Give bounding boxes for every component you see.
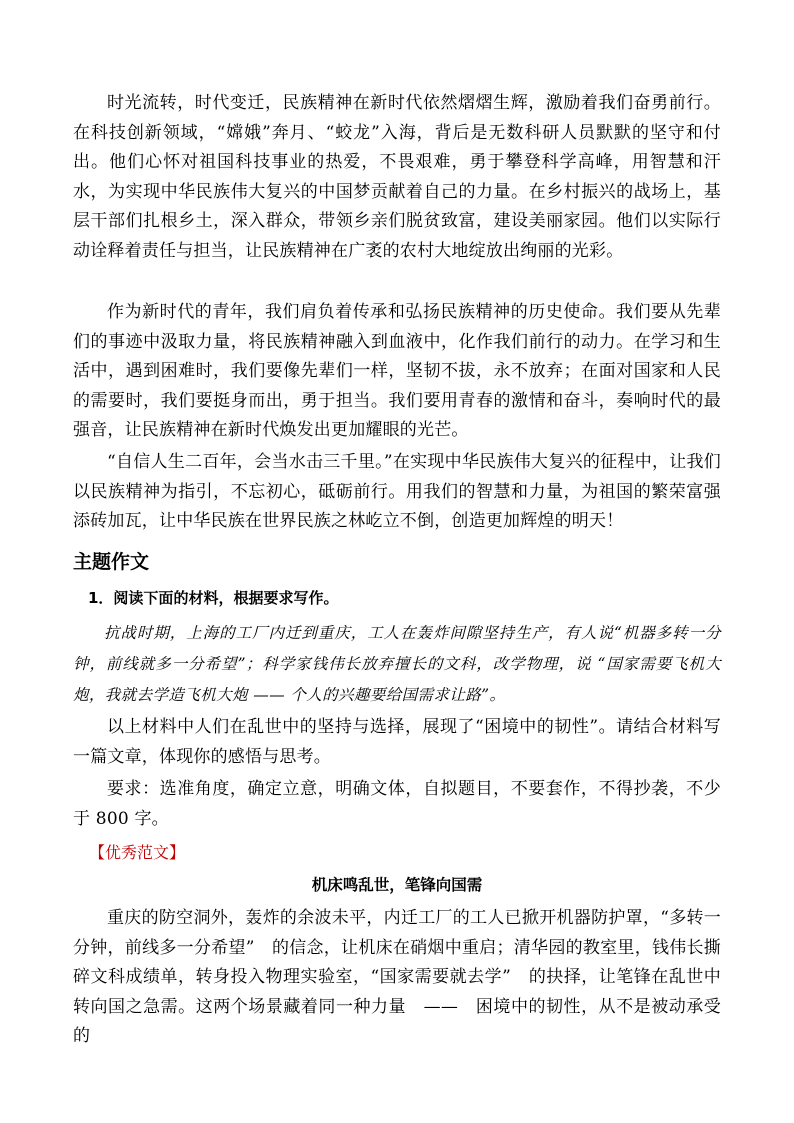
body-paragraph-3: “自信人生二百年，会当水击三千里。”在实现中华民族伟大复兴的征程中，让我们以民族精神为指引，不忘初心，砥砺前行。用我们的智慧和力量，为祖国的繁荣富强添砖加瓦，让中华民族在世界民族之林屹立不倒，创造更加辉煌的明天！	[73, 452, 721, 531]
section-heading: 主题作文	[73, 551, 150, 573]
writing-requirements: 要求：选准角度，确定立意，明确文体，自拟题目，不要套作，不得抄袭，不少于 800 字。	[73, 779, 721, 829]
question-label: 1．阅读下面的材料，根据要求写作。	[88, 589, 339, 607]
reading-material: 抗战时期，上海的工厂内迁到重庆，工人在轰炸间隙坚持生产，有人说“机器多转一分钟，前线就多一分希望”；科学家钱伟长放弃擅长的文科，改学物理，说 “国家需要飞机大炮，我就去学造飞机大炮 —— 个人的兴趣要给国需求让路”。	[73, 624, 721, 704]
body-paragraph-1: 时光流转，时代变迁，民族精神在新时代依然熠熠生辉，激励着我们奋勇前行。在科技创新领域，“嫦娥”奔月、“蛟龙”入海，背后是无数科研人员默默的坚守和付出。他们心怀对祖国科技事业的热爱，不畏艰难，勇于攀登科学高峰，用智慧和汗水，为实现中华民族伟大复兴的中国梦贡献着自己的力量。在乡村振兴的战场上，基层干部们扎根乡土，深入群众，带领乡亲们脱贫致富，建设美丽家园。他们以实际行动诠释着责任与担当，让民族精神在广袤的农村大地绽放出绚丽的光彩。	[73, 93, 721, 261]
essay-title: 机床鸣乱世，笔锋向国需	[311, 876, 483, 894]
sample-essay-tag: 【优秀范文】	[89, 843, 186, 862]
body-paragraph-2: 作为新时代的青年，我们肩负着传承和弘扬民族精神的历史使命。我们要从先辈们的事迹中汲取力量，将民族精神融入到血液中，化作我们前行的动力。在学习和生活中，遇到困难时，我们要像先辈们一样，坚韧不拔，永不放弃；在面对国家和人民的需要时，我们要挺身而出，勇于担当。我们要用青春的激情和奋斗，奏响时代的最强音，让民族精神在新时代焕发出更加耀眼的光芒。	[73, 302, 721, 440]
task-prompt: 以上材料中人们在乱世中的坚持与选择，展现了“困境中的韧性”。请结合材料写一篇文章，体现你的感悟与思考。	[73, 717, 721, 767]
essay-body: 重庆的防空洞外，轰炸的余波未平，内迁工厂的工人已掀开机器防护罩，“多转一分钟，前线多一分希望” 的信念，让机床在硝烟中重启；清华园的教室里，钱伟长撕碎文科成绩单，转身投入物理实验室，“国家需要就去学” 的抉择，让笔锋在乱世中转向国之急需。这两个场景藏着同一种力量 —— 困境中的韧性，从不是被动承受的	[73, 908, 721, 1046]
